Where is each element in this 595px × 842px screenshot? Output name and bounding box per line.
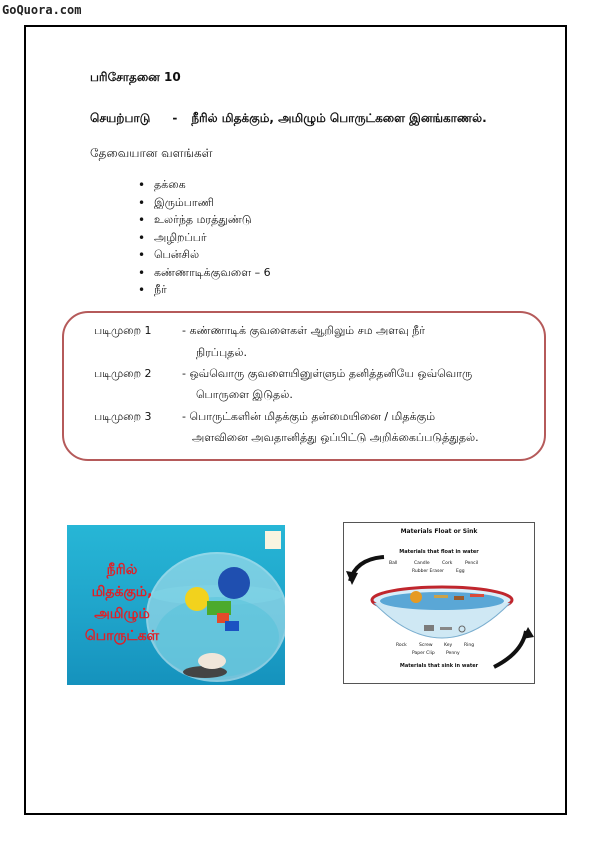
step-text-line2: அளவினை அவதானித்து ஒப்பிட்டு அறிக்கைப்படுத்துதல். [192, 431, 479, 444]
activity-label: செயற்பாடு [90, 111, 151, 125]
activity-dash: - [172, 111, 178, 125]
sink-item: Key [444, 643, 453, 648]
diagram-title: Materials Float or Sink [400, 528, 478, 535]
caption-line: பொருட்கள் [84, 628, 160, 644]
float-item: Pencil [465, 561, 479, 566]
float-heading: Materials that float in water [399, 549, 479, 555]
float-sink-diagram [343, 522, 535, 684]
resources-heading: தேவையான வளங்கள் [90, 146, 213, 160]
float-item: Cork [442, 561, 453, 566]
site-watermark: GoQuora.com [2, 3, 82, 17]
procedure-step-3 [94, 410, 479, 444]
sink-heading: Materials that sink in water [399, 663, 479, 669]
sink-item: Paper Clip [412, 651, 435, 656]
caption-line: அமிழும் [94, 606, 150, 622]
float-item: Egg [456, 569, 465, 574]
procedure-step-2 [94, 367, 473, 401]
step-text-line1: - ஒவ்வொரு குவளையினுள்ளும் தனித்தனியே ஒவ்வொரு [182, 367, 473, 380]
step-label: படிமுறை 2 [94, 367, 152, 380]
sink-item: Screw [419, 643, 433, 648]
experiment-title: பரிசோதனை 10 [90, 70, 181, 84]
list-item: • தக்கை [138, 178, 271, 196]
float-item: Candle [414, 561, 430, 566]
list-item: • உலர்ந்த மரத்துண்டு [138, 213, 271, 231]
step-text-line2: பொருளை இடுதல். [196, 388, 293, 401]
step-text-line2: நிரப்புதல். [196, 346, 247, 359]
activity-line [90, 111, 487, 127]
list-item: • இரும்பாணி [138, 196, 271, 214]
float-sink-photo [67, 525, 285, 685]
list-item: • அழிறப்பர் [138, 231, 271, 249]
sink-item: Rock [396, 643, 407, 648]
list-item: • பென்சில் [138, 248, 271, 266]
step-text-line1: - கண்ணாடிக் குவளைகள் ஆறிலும் சம அளவு நீர் [182, 324, 426, 337]
photo-caption [77, 559, 167, 647]
resources-list [138, 178, 271, 301]
list-item: • நீர் [138, 283, 271, 301]
caption-line: நீரில் [106, 562, 138, 578]
float-item: Rubber Eraser [412, 569, 444, 574]
step-text-line1: - பொருட்களின் மிதக்கும் தன்மையினை / மிதக்கும் [182, 410, 436, 423]
list-item: • கண்ணாடிக்குவளை – 6 [138, 266, 271, 284]
procedure-step-1 [94, 324, 426, 359]
step-label: படிமுறை 1 [94, 324, 152, 337]
sink-item: Penny [446, 651, 460, 656]
step-label: படிமுறை 3 [94, 410, 152, 423]
caption-line: மிதக்கும், [91, 584, 153, 600]
activity-text: நீரில் மிதக்கும், அமிழும் பொருட்களை இனங்காணல். [191, 111, 487, 125]
diagram-graphics [344, 523, 534, 683]
float-item: Ball [389, 561, 398, 566]
sink-item: Ring [464, 643, 475, 648]
